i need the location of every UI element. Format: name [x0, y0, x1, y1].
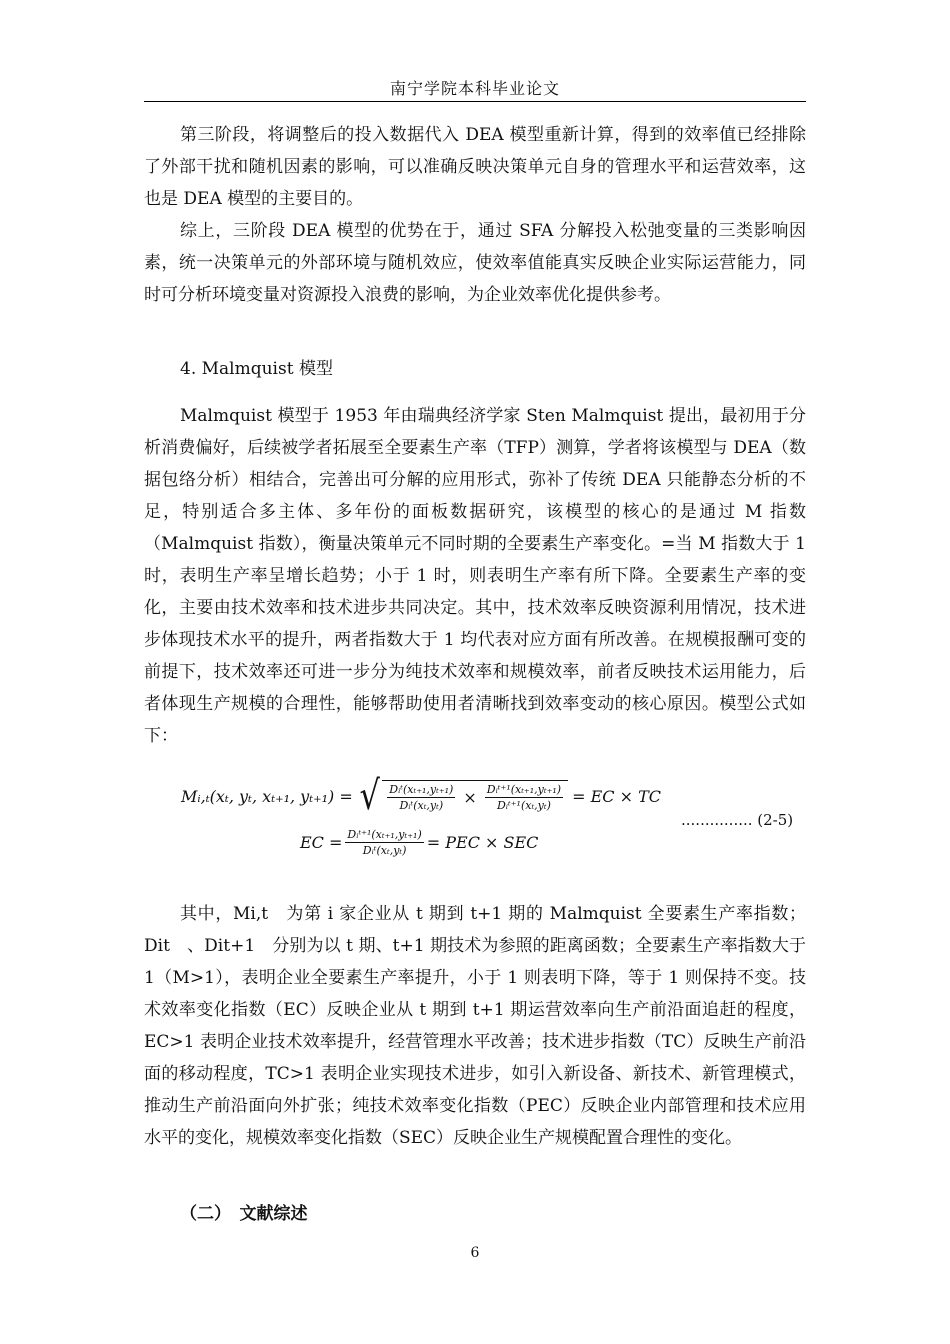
fraction-denominator: Dᵢᵗ(xₜ,yₜ)	[362, 844, 407, 857]
page-number: 6	[470, 1245, 480, 1261]
fraction-numerator: Dᵢᵗ⁺¹(xₜ₊₁,yₜ₊₁)	[347, 828, 422, 841]
header-rule	[144, 101, 806, 102]
paragraph-malmquist-intro: Malmquist 模型于 1953 年由瑞典经济学家 Sten Malmquist 提出，最初用于分析消费偏好，后续被学者拓展至全要素生产率（TFP）测算，学者将该模型与 DEA（数据包络分析）相结合，完善出可分解的应用形式，弥补了传统 DEA 只能静态分析的不足，特别适合多主体、多年份的面板数据研究，该模型的核心的是通过 M 指数（Malmquist 指数），衡量决策单元不同时期的全要素生产率变化。=当 M 指数大于 1 时，表明生产率呈增长趋势；小于 1 时，则表明生产率有所下降。全要素生产率的变化，主要由技术效率和技术进步共同决定。其中，技术效率反映资源利用情况，技术进步体现技术水平的提升，两者指数大于 1 均代表对应方面有所改善。在规模报酬可变的前提下，技术效率还可进一步分为纯技术效率和规模效率，前者反映技术运用能力，后者体现生产规模的合理性，能够帮助使用者清晰找到效率变动的核心原因。模型公式如下：	[144, 406, 806, 746]
section-heading-malmquist: 4. Malmquist 模型	[180, 359, 333, 379]
fraction-numerator: Dᵢᵗ⁺¹(xₜ₊₁,yₜ₊₁)	[486, 783, 562, 796]
formula-rhs: = PEC × SEC	[426, 833, 539, 852]
fraction-t1	[485, 783, 563, 812]
formula-lhs: Mᵢ,ₜ(xₜ, yₜ, xₜ₊₁, yₜ₊₁) =	[181, 786, 353, 806]
square-root	[357, 773, 568, 819]
paragraph-stage-three: 第三阶段，将调整后的投入数据代入 DEA 模型重新计算，得到的效率值已经排除了外部干扰和随机因素的影响，可以准确反映决策单元自身的管理水平和运营效率，这也是 DEA 模型的主要目的。	[144, 125, 806, 209]
formula-malmquist-index	[181, 773, 661, 828]
paragraph-summary: 综上，三阶段 DEA 模型的优势在于，通过 SFA 分解投入松弛变量的三类影响因素，统一决策单元的外部环境与随机效应，使效率值能真实反映企业实际运营能力，同时可分析环境变量对资源投入浪费的影响，为企业效率优化提供参考。	[144, 221, 806, 305]
fraction-ec	[345, 828, 423, 857]
formula-lhs: EC =	[300, 833, 343, 852]
formula-ec-decomposition	[300, 828, 538, 872]
equation-number: ............... (2-5)	[681, 811, 794, 829]
paragraph-variable-definitions: 其中，Mi,t 为第 i 家企业从 t 期到 t+1 期的 Malmquist 全要素生产率指数；Dit 、Dit+1 分别为以 t 期、t+1 期技术为参照的距离函数；全要素生产率指数大于 1（M>1），表明企业全要素生产率提升，小于 1 则表明下降，等于 1 则保持不变。技术效率变化指数（EC）反映企业从 t 期到 t+1 期运营效率向生产前沿面追赶的程度，EC>1 表明企业技术效率提升，经营管理水平改善；技术进步指数（TC）反映生产前沿面的移动程度，TC>1 表明企业实现技术进步，如引入新设备、新技术、新管理模式，推动生产前沿面向外扩张；纯技术效率变化指数（PEC）反映企业内部管理和技术应用水平的变化，规模效率变化指数（SEC）反映企业生产规模配置合理性的变化。	[144, 904, 806, 1148]
section-heading-literature-review: （二） 文献综述	[180, 1204, 308, 1224]
page-header: 南宁学院本科毕业论文	[389, 79, 560, 98]
fraction-denominator: Dᵢᵗ⁺¹(xₜ,yₜ)	[496, 799, 551, 812]
radical-sign: √	[359, 773, 380, 819]
formula-rhs: = EC × TC	[572, 786, 661, 806]
fraction-t	[387, 783, 455, 812]
times-operator: ×	[463, 788, 477, 807]
fraction-denominator: Dᵢᵗ(xₜ,yₜ)	[399, 799, 444, 812]
fraction-numerator: Dᵢᵗ(xₜ₊₁,yₜ₊₁)	[389, 783, 454, 796]
